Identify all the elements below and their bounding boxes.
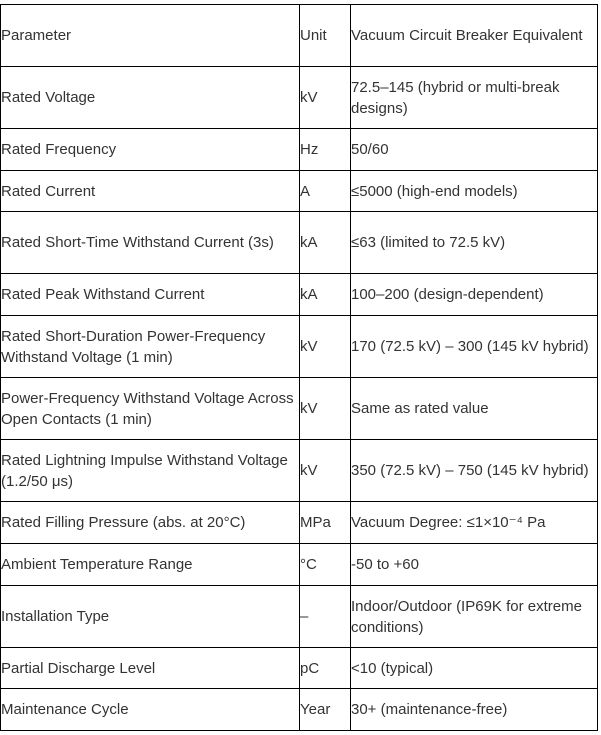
row-unit: Hz xyxy=(300,129,351,171)
table-row xyxy=(1,316,598,378)
row-value: <10 (typical) xyxy=(351,648,598,689)
row-unit: kV xyxy=(300,378,351,440)
row-value: 72.5–145 (hybrid or multi-break designs) xyxy=(351,67,598,129)
row-parameter: Ambient Temperature Range xyxy=(1,544,300,586)
row-unit: Year xyxy=(300,689,351,731)
table-row xyxy=(1,648,598,689)
header-parameter: Parameter xyxy=(1,5,300,67)
table-row xyxy=(1,502,598,544)
row-parameter: Maintenance Cycle xyxy=(1,689,300,731)
row-parameter: Rated Peak Withstand Current xyxy=(1,274,300,316)
row-parameter: Rated Short-Time Withstand Current (3s) xyxy=(1,212,300,274)
table-row xyxy=(1,67,598,129)
row-parameter: Rated Current xyxy=(1,171,300,212)
row-unit: kA xyxy=(300,274,351,316)
row-parameter: Installation Type xyxy=(1,586,300,648)
row-value: 350 (72.5 kV) – 750 (145 kV hybrid) xyxy=(351,440,598,502)
row-unit: kA xyxy=(300,212,351,274)
table-row xyxy=(1,274,598,316)
row-parameter: Rated Filling Pressure (abs. at 20°C) xyxy=(1,502,300,544)
row-value: -50 to +60 xyxy=(351,544,598,586)
table-header-row xyxy=(1,5,598,67)
row-unit: pC xyxy=(300,648,351,689)
row-unit: kV xyxy=(300,67,351,129)
specification-table xyxy=(0,4,598,731)
row-unit: MPa xyxy=(300,502,351,544)
row-value: 50/60 xyxy=(351,129,598,171)
table-row xyxy=(1,171,598,212)
row-unit: kV xyxy=(300,316,351,378)
row-value: ≤63 (limited to 72.5 kV) xyxy=(351,212,598,274)
table-row xyxy=(1,129,598,171)
row-value: Vacuum Degree: ≤1×10⁻⁴ Pa xyxy=(351,502,598,544)
table-row xyxy=(1,378,598,440)
row-parameter: Rated Frequency xyxy=(1,129,300,171)
row-value: Indoor/Outdoor (IP69K for extreme conditions) xyxy=(351,586,598,648)
row-value: Same as rated value xyxy=(351,378,598,440)
row-parameter: Rated Voltage xyxy=(1,67,300,129)
row-unit: kV xyxy=(300,440,351,502)
row-unit: A xyxy=(300,171,351,212)
row-parameter: Power-Frequency Withstand Voltage Across Open Contacts (1 min) xyxy=(1,378,300,440)
row-value: 30+ (maintenance-free) xyxy=(351,689,598,731)
row-value: 100–200 (design-dependent) xyxy=(351,274,598,316)
row-parameter: Rated Short-Duration Power-Frequency Withstand Voltage (1 min) xyxy=(1,316,300,378)
table-row xyxy=(1,586,598,648)
row-unit: °C xyxy=(300,544,351,586)
header-value: Vacuum Circuit Breaker Equivalent xyxy=(351,5,598,67)
table-row xyxy=(1,212,598,274)
table-row xyxy=(1,544,598,586)
row-value: ≤5000 (high-end models) xyxy=(351,171,598,212)
row-unit: – xyxy=(300,586,351,648)
row-parameter: Rated Lightning Impulse Withstand Voltage (1.2/50 μs) xyxy=(1,440,300,502)
row-parameter: Partial Discharge Level xyxy=(1,648,300,689)
row-value: 170 (72.5 kV) – 300 (145 kV hybrid) xyxy=(351,316,598,378)
table-row xyxy=(1,440,598,502)
header-unit: Unit xyxy=(300,5,351,67)
table-row xyxy=(1,689,598,731)
